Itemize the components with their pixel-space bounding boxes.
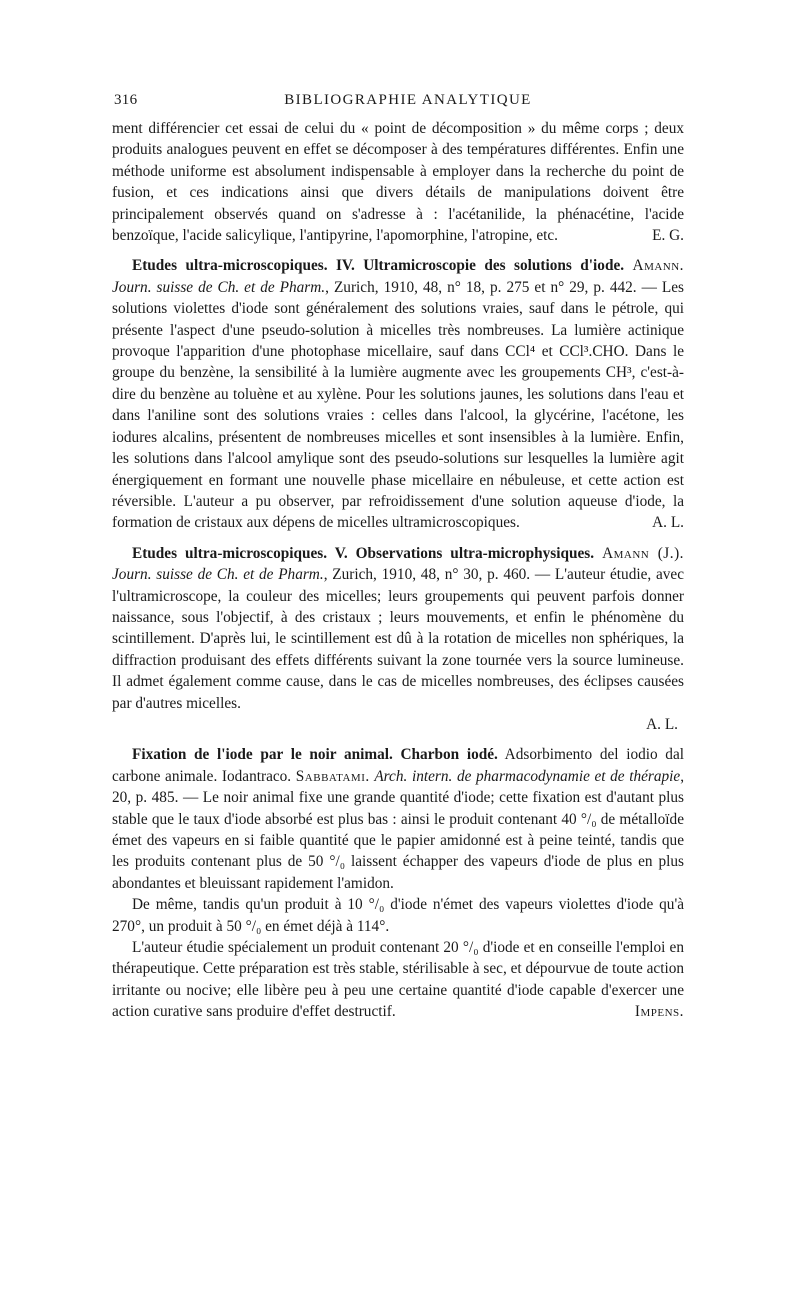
article-3-paragraph-1: [112, 744, 684, 894]
article-1-text: — Les solutions violettes d'iode sont généralement des solutions vraies, sauf dans le pétrole, qui présente l'aspect d'une pseudo-solution à micelles très nombreuses. La lumière actinique provoque l'apparition d'une photophase micellaire, sauf dans CCl⁴ et CCl³.CHO. Dans le groupe du benzène, la sensibilité à la lumière augmente avec les groupements CH³, c'est-à-dire du benzène au toluène et au xylène. Pour les solutions jaunes, les solutions dans l'eau et dans l'aniline sont des solutions vraies : celles dans l'alcool, la glycérine, l'acétone, les iodures alcalins, présentent de nombreuses micelles et sont insensibles à la lumière. Enfin, les solutions dans l'alcool amylique sont des pseudo-solutions sur lesquelles la lumière agit énergiquement en formant une nouvelle phase micellaire en nébuleuse, et cette action est réversible. L'auteur a pu observer, par refroidissement d'une solution aqueuse d'iode, la formation de cristaux aux dépens de micelles ultramicroscopiques.: [112, 278, 685, 532]
page-header: [112, 92, 684, 118]
article-entry-2: [112, 543, 684, 736]
article-1-citation: , Zurich, 1910, 48, n° 18, p. 275 et n° 29, p. 442.: [325, 278, 637, 296]
article-2-signature: A. L.: [646, 715, 678, 733]
article-1-journal: Journ. suisse de Ch. et de Pharm.: [112, 278, 326, 296]
article-3-paragraph-3: [112, 937, 684, 1023]
article-3-author: Sabbatami.: [295, 767, 370, 785]
article-entry-3: [112, 744, 684, 1022]
page-number: 316: [114, 92, 138, 108]
article-2-citation: , Zurich, 1910, 48, n° 30, p. 460.: [323, 566, 531, 584]
article-3-signature: Impens.: [634, 1003, 684, 1021]
article-2-paragraph: [112, 543, 684, 714]
running-title: BIBLIOGRAPHIE ANALYTIQUE: [284, 92, 532, 108]
article-3-para1: — Le noir animal fixe une grande quantité d'iode; cette fixation est d'autant plus stable que le taux d'iode absorbé est plus bas : ainsi le produit contenant 40 °/₀ de métalloïde émet des vapeurs en si faible quantité que le papier amidonné est à peine teinté, tandis que les produits contenant plus de 50 °/₀ laissent échapper des vapeurs d'iode de plus en plus abondantes et bleuissant rapidement l'amidon.: [112, 789, 684, 892]
intro-text: ment différencier cet essai de celui du « point de décomposition » du même corps ; deux produits analogues peuvent en effet se décomposer à des températures différentes. Enfin une méthode uniforme est absolument indispensable à employer dans la recherche du point de fusion, et ces indications ainsi que divers détails de manipulations doivent être principalement observés quand on s'adresse à : l'acétanilide, la phénacétine, l'acide benzoïque, l'acide salicylique, l'antipyrine, l'apomorphine, l'atropine, etc.: [112, 120, 684, 245]
article-3-title: Fixation de l'iode par le noir animal. Charbon iodé.: [132, 746, 498, 764]
article-entry-1: [112, 255, 684, 533]
intro-entry: [112, 118, 684, 246]
article-1-signature: A. L.: [652, 514, 684, 532]
article-1-author: Amann.: [632, 257, 684, 275]
article-1-paragraph: [112, 255, 684, 533]
article-3-journal: Arch. intern. de pharmacodynamie et de thérapie: [374, 767, 681, 785]
intro-paragraph: [112, 118, 684, 246]
intro-signature: E. G.: [652, 227, 684, 245]
article-2-journal: Journ. suisse de Ch. et de Pharm.: [112, 566, 324, 584]
article-1-title: Etudes ultra-microscopiques. IV. Ultramicroscopie des solutions d'iode.: [132, 257, 625, 275]
article-2-author: Amann (J.).: [602, 544, 684, 562]
article-3-citation: , 20, p. 485.: [112, 767, 685, 807]
article-3-para3: L'auteur étudie spécialement un produit contenant 20 °/₀ d'iode et en conseille l'emploi en thérapeutique. Cette préparation est très stable, stérilisable à sec, et dépourvue de toute action irritante ou nocive; elle libère peu à peu une certaine quantité d'iode capable d'exercer une action curative sans produire d'effet destructif.: [112, 939, 684, 1021]
article-2-text: — L'auteur étudie, avec l'ultramicroscope, la couleur des micelles; leurs groupements qui peuvent parfois donner naissance, sous l'objectif, à des cristaux ; leurs mouvements, et enfin le phénomène du scintillement. D'après lui, le scintillement est dû à la rotation de micelles non sphériques, la diffraction produisant des effets différents suivant la zone tournée vers la source lumineuse. Il admet également comme cause, dans le cas de micelles nombreuses, des éclipses causées par d'autres micelles.: [112, 566, 684, 712]
document-page: [112, 92, 684, 1023]
article-2-title: Etudes ultra-microscopiques. V. Observations ultra-microphysiques.: [132, 544, 595, 562]
article-3-subtitle: Adsorbimento del iodio dal carbone animale. Iodantraco.: [112, 746, 684, 785]
article-3-paragraph-2: De même, tandis qu'un produit à 10 °/₀ d'iode n'émet des vapeurs violettes d'iode qu'à 270°, un produit à 50 °/₀ en émet déjà à 114°.: [112, 896, 684, 935]
